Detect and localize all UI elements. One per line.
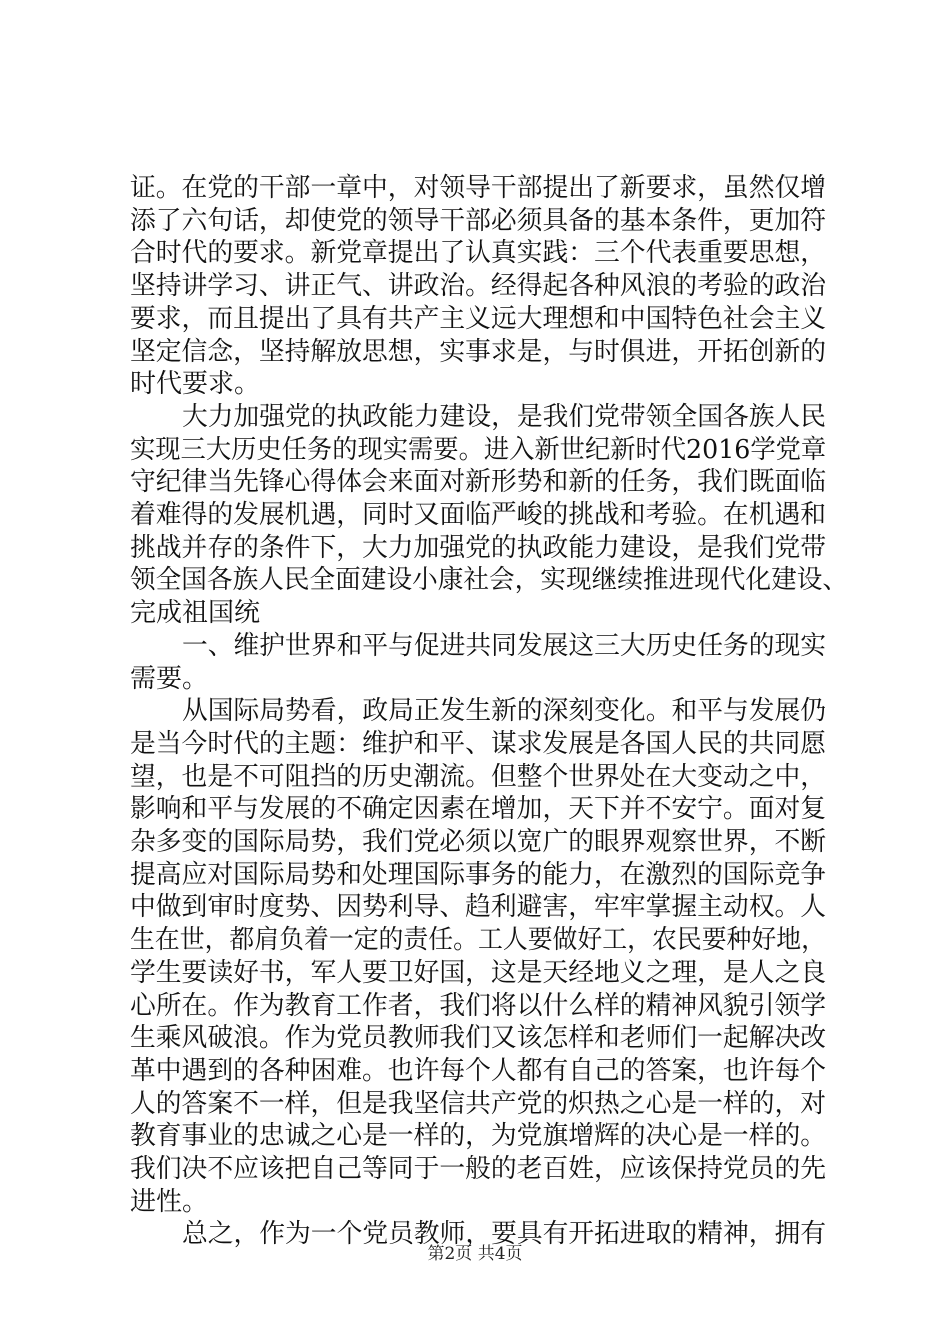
text-line: 进性。 <box>130 1187 209 1217</box>
text-line: 守纪律当先锋心得体会来面对新形势和新的任务，我们既面临 <box>130 467 827 497</box>
text-line: 教育事业的忠诚之心是一样的，为党旗增辉的决心是一样的。 <box>130 1121 827 1151</box>
text-line: 影响和平与发展的不确定因素在增加，天下并不安宁。面对复 <box>130 794 827 824</box>
text-line: 望，也是不可阻挡的历史潮流。但整个世界处在大变动之中， <box>130 762 827 792</box>
paragraph-start: 总之，作为一个党员教师，要具有开拓进取的精神，拥有 <box>182 1219 827 1249</box>
text-line: 需要。 <box>130 664 209 694</box>
page-footer: 第2页 共4页 <box>427 1244 523 1264</box>
text-line: 合时代的要求。新党章提出了认真实践：三个代表重要思想， <box>130 238 827 268</box>
text-line: 实现三大历史任务的现实需要。进入新世纪新时代2016学党章 <box>130 435 827 465</box>
paragraph-start: 一、维护世界和平与促进共同发展这三大历史任务的现实 <box>182 631 827 661</box>
text-line: 坚持讲学习、讲正气、讲政治。经得起各种风浪的考验的政治 <box>130 271 827 301</box>
text-line: 证。在党的干部一章中，对领导干部提出了新要求，虽然仅增 <box>130 173 827 203</box>
text-line: 学生要读好书，军人要卫好国，这是天经地义之理，是人之良 <box>130 958 827 988</box>
text-line: 提高应对国际局势和处理国际事务的能力，在激烈的国际竞争 <box>130 860 827 890</box>
text-line: 着难得的发展机遇，同时又面临严峻的挑战和考验。在机遇和 <box>130 500 827 530</box>
text-line: 挑战并存的条件下，大力加强党的执政能力建设，是我们党带 <box>130 533 827 563</box>
text-line: 中做到审时度势、因势利导、趋利避害，牢牢掌握主动权。人 <box>130 892 827 922</box>
text-line: 生乘风破浪。作为党员教师我们又该怎样和老师们一起解决改 <box>130 1023 827 1053</box>
paragraph-start: 从国际局势看，政局正发生新的深刻变化。和平与发展仍 <box>182 696 827 726</box>
text-line: 坚定信念，坚持解放思想，实事求是，与时俱进，开拓创新的 <box>130 337 827 367</box>
text-line: 完成祖国统 <box>130 598 261 628</box>
text-line: 要求，而且提出了具有共产主义远大理想和中国特色社会主义 <box>130 304 827 334</box>
text-line: 生在世，都肩负着一定的责任。工人要做好工，农民要种好地， <box>130 925 826 955</box>
text-line: 领全国各族人民全面建设小康社会，实现继续推进现代化建设、 <box>130 565 849 595</box>
text-line: 是当今时代的主题：维护和平、谋求发展是各国人民的共同愿 <box>130 729 827 759</box>
text-line: 革中遇到的各种困难。也许每个人都有自己的答案，也许每个 <box>130 1056 827 1086</box>
text-line: 人的答案不一样，但是我坚信共产党的炽热之心是一样的，对 <box>130 1089 827 1119</box>
paragraph-start: 大力加强党的执政能力建设，是我们党带领全国各族人民 <box>182 402 827 432</box>
text-line: 时代要求。 <box>130 369 261 399</box>
text-line: 杂多变的国际局势，我们党必须以宽广的眼界观察世界，不断 <box>130 827 827 857</box>
text-line: 心所在。作为教育工作者，我们将以什么样的精神风貌引领学 <box>130 991 827 1021</box>
text-line: 添了六句话，却使党的领导干部必须具备的基本条件，更加符 <box>130 206 827 236</box>
text-line: 我们决不应该把自己等同于一般的老百姓，应该保持党员的先 <box>130 1154 827 1184</box>
